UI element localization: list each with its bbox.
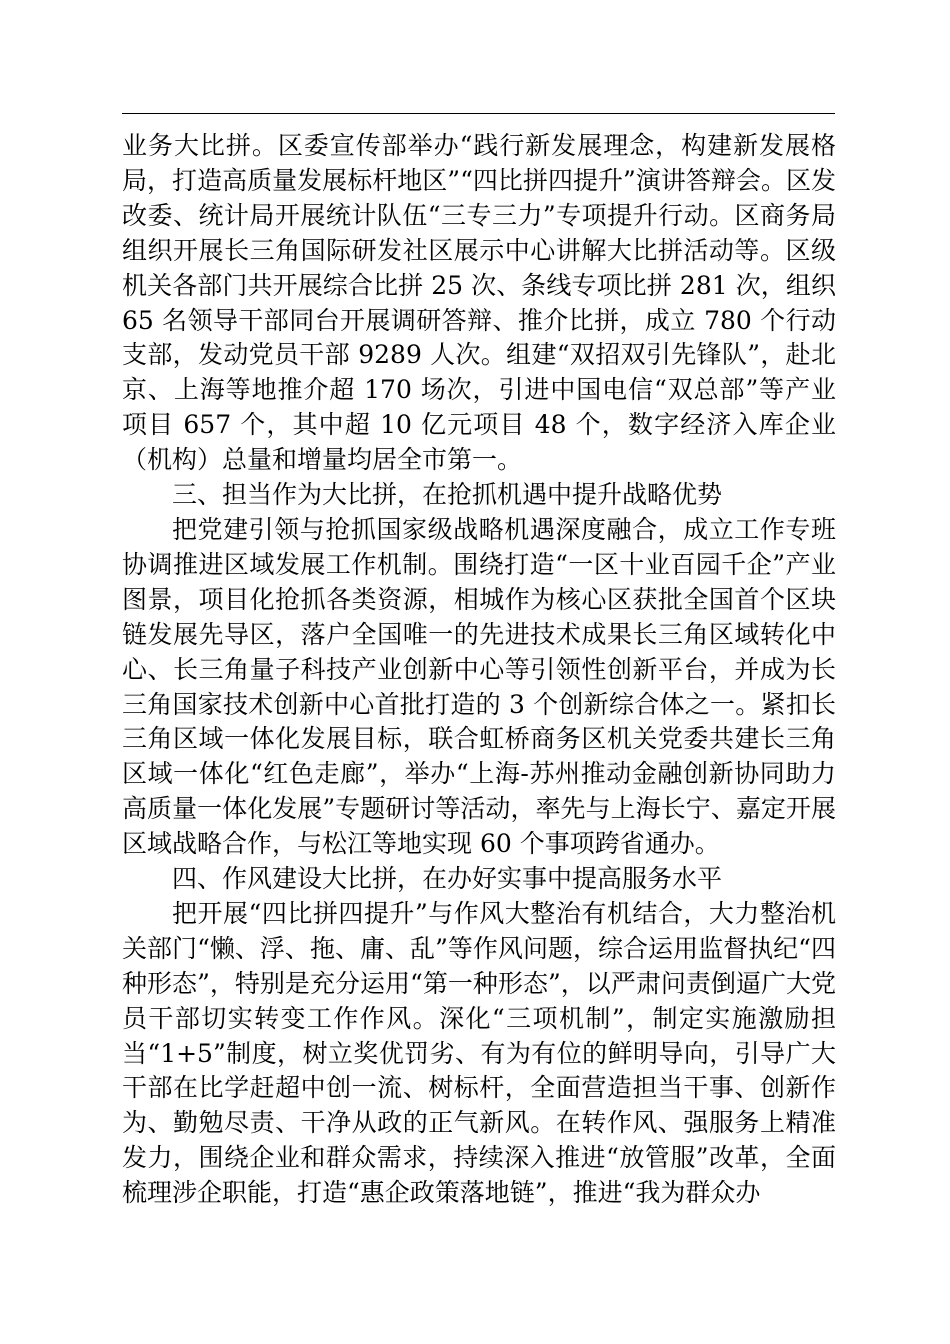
paragraph-section-three: 把党建引领与抢抓国家级战略机遇深度融合，成立工作专班协调推进区域发展工作机制。围绕打造“一区十业百园千企”产业图景，项目化抢抓各类资源，相城作为核心区获批全国首个区块链发展先导区，落户全国唯一的先进技术成果长三角区域转化中心、长三角量子科技产业创新中心等引领性创新平台，并成为长三角国家技术创新中心首批打造的 3 个创新综合体之一。紧扣长三角区域一体化发展目标，联合虹桥商务区机关党委共建长三角区域一体化“红色走廊”，举办“上海-苏州推动金融创新协同助力高质量一体化发展”专题研讨等活动，率先与上海长宁、嘉定开展区域战略合作，与松江等地实现 60 个事项跨省通办。 [122, 514, 836, 859]
paragraph-section-four: 把开展“四比拼四提升”与作风大整治有机结合，大力整治机关部门“懒、浮、拖、庸、乱”等作风问题，综合运用监督执纪“四种形态”，特别是充分运用“第一种形态”，以严肃问责倒逼广大党员干部切实转变工作作风。深化“三项机制”，制定实施激励担当“1+5”制度，树立奖优罚劣、有为有位的鲜明导向，引导广大干部在比学赶超中创一流、树标杆，全面营造担当干事、创新作为、勤勉尽责、干净从政的正气新风。在转作风、强服务上精准发力，围绕企业和群众需求，持续深入推进“放管服”改革，全面梳理涉企职能，打造“惠企政策落地链”，推进“我为群众办 [122, 898, 836, 1208]
document-body [122, 129, 836, 1211]
section-heading-four: 四、作风建设大比拼，在办好实事中提高服务水平 [172, 864, 723, 894]
paragraph-continuation: 业务大比拼。区委宣传部举办“践行新发展理念，构建新发展格局，打造高质量发展标杆地区”“四比拼四提升”演讲答辩会。区发改委、统计局开展统计队伍“三专三力”专项提升行动。区商务局组织开展长三角国际研发社区展示中心讲解大比拼活动等。区级机关各部门共开展综合比拼 25 次、条线专项比拼 281 次，组织 65 名领导干部同台开展调研答辩、推介比拼，成立 780 个行动支部，发动党员干部 9289 人次。组建“双招双引先锋队”，赴北京、上海等地推介超 170 场次，引进中国电信“双总部”等产业项目 657 个，其中超 10 亿元项目 48 个，数字经济入库企业（机构）总量和增量均居全市第一。 [122, 131, 836, 475]
section-heading-three: 三、担当作为大比拼，在抢抓机遇中提升战略优势 [172, 480, 723, 510]
header-rule [122, 113, 835, 114]
